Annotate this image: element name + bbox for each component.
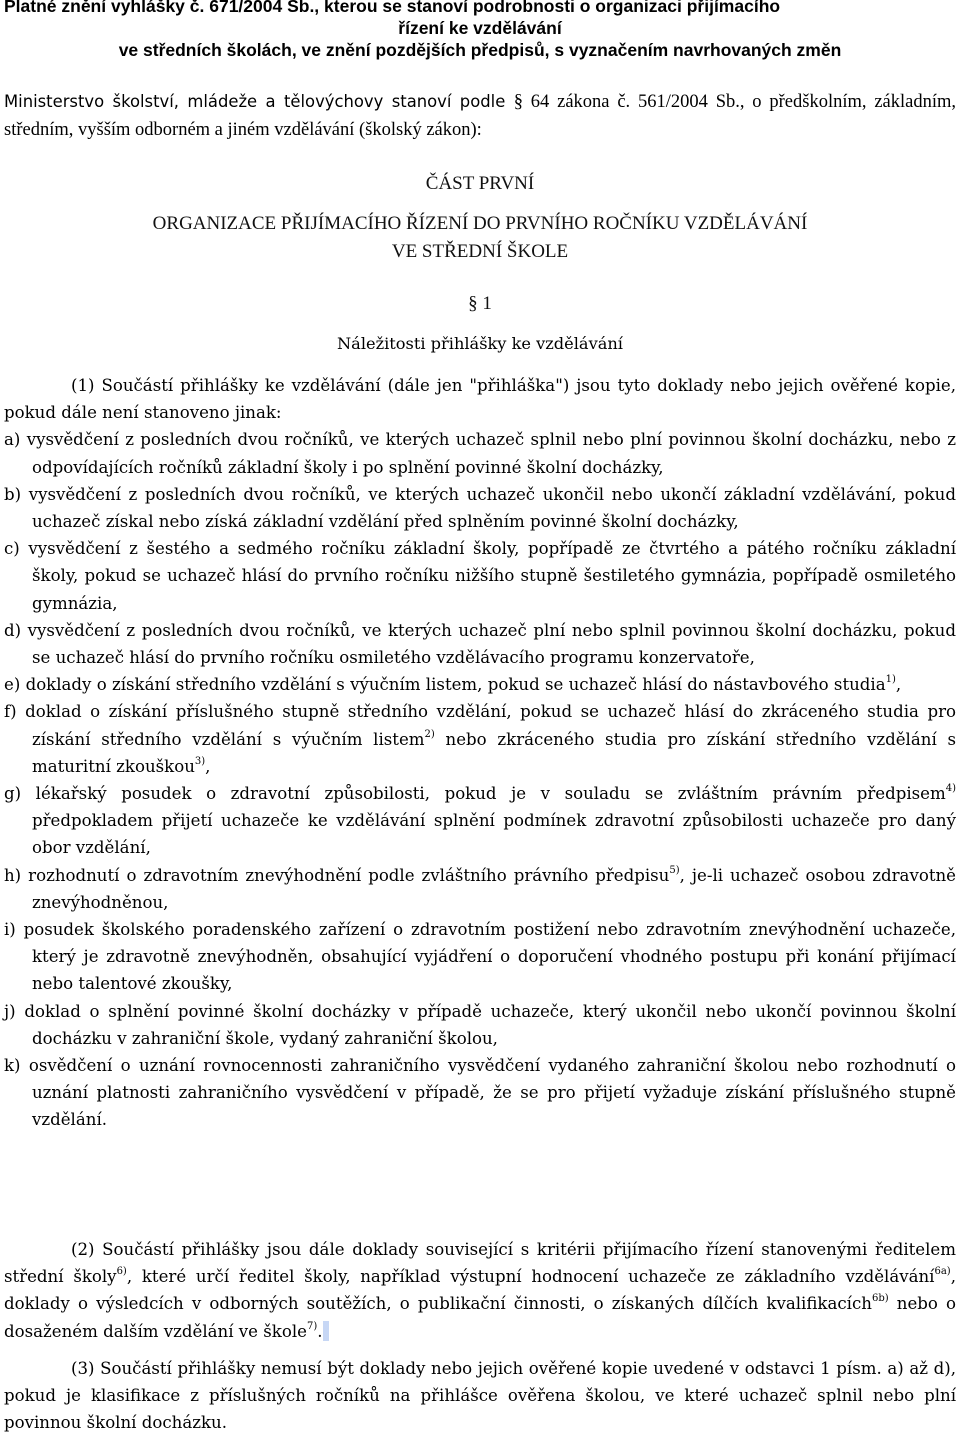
list-item-h [4,862,956,916]
footnote-ref-1: 1) [885,674,896,686]
list-item-k: k) osvědčení o uznání rovnocennosti zahraničního vysvědčení vydaného zahraniční školou nebo rozhodnutí o uznání platnosti zahraničního vysvědčení v případě, že se pro přijetí vyžaduje získání příslušného stupně vzdělání. [4,1056,956,1130]
list-item-i: i) posudek školského poradenského zařízení o zdravotním postižení nebo zdravotním znevýhodnění uchazeče, který je zdravotně znevýhodněn, obsahující vyjádření o doporučení vhodného postupu při konání přijímací nebo talentové zkoušky, [4,920,956,994]
list-item-h-text-1: h) rozhodnutí o zdravotním znevýhodnění podle zvláštního právního předpisu [4,865,670,885]
text-selection-cursor [323,1321,329,1341]
list-item-h-text-2: , je-li uchazeč osobou zdravotně znevýhodněnou, [32,865,956,912]
section-title-line-1: ORGANIZACE PŘIJÍMACÍHO ŘÍZENÍ DO PRVNÍHO ROČNÍKU VZDĚLÁVÁNÍ [152,213,808,234]
intro-law-reference: § 64 zákona č. 561/2004 Sb. [513,92,740,112]
list-item-g-text-2: předpokladem přijetí uchazeče ke vzdělávání splnění podmínek zdravotní způsobilosti uchazeče pro daný obor vzdělání, [32,811,956,858]
footnote-ref-5: 5) [669,864,680,876]
section-title-line-2: VE STŘEDNÍ ŠKOLE [391,241,569,262]
footnote-ref-7: 7) [306,1320,318,1332]
header-line-2: řízení ke vzdělávání [398,18,562,38]
paragraph-2 [4,1236,956,1345]
part-heading: ČÁST PRVNÍ [425,173,535,194]
paragraph-2-text-5: . [317,1321,323,1341]
header-line-3: ve středních školách, ve znění pozdějších předpisů, s vyznačením navrhovaných změn [118,40,842,60]
list-item-f-text-1: f) doklad o získání příslušného stupně středního vzdělání, pokud se uchazeč hlásí do zkráceného studia pro získání středního vzdělání s výučním listem [4,702,956,749]
list-item-e-text: e) doklady o získání středního vzdělání s výučním listem, pokud se uchazeč hlásí do nástavbového studia [4,675,886,695]
intro-paragraph [4,88,956,144]
paragraph-2-text-1: (2) Součástí přihlášky jsou dále doklady související s kritérii přijímacího řízení stanovenými ředitelem střední školy [4,1240,956,1287]
list-item-g-text-1: g) lékařský posudek o zdravotní způsobilosti, pokud je v souladu se zvláštním právním předpisem [4,784,946,804]
list-item-b: b) vysvědčení z posledních dvou ročníků, ve kterých uchazeč ukončil nebo ukončí základní vzdělávání, pokud uchazeč získal nebo získá základní vzdělání před splněním povinné školní docházky, [4,484,956,532]
footnote-ref-6a: 6a) [934,1266,951,1278]
list-item-e [4,671,956,698]
list-item-e-end: , [895,675,902,695]
list-item-j: j) doklad o splnění povinné školní docházky v případě uchazeče, který ukončil nebo ukončí povinnou školní docházku v zahraniční škole, vydaný zahraniční školou, [4,1001,956,1048]
footnote-ref-6b: 6b) [871,1293,889,1305]
list-item-f-text-2: nebo zkráceného studia pro získání středního vzdělání s maturitní zkouškou [32,729,957,776]
intro-text-a: Ministerstvo školství, mládeže a tělovýchovy stanoví podle [4,92,506,111]
paragraph-name: Náležitosti přihlášky ke vzdělávání [337,334,623,353]
paragraph-3: (3) Součástí přihlášky nemusí být doklady nebo jejich ověřené kopie uvedené v odstavci 1 písm. a) až d), pokud je klasifikace z příslušných ročníků na přihlášce ověřena školou, ve které uchazeč splnil nebo plní povinnou školní docházku. [4,1359,956,1433]
paragraph-2-text-4: nebo o dosaženém dalším vzdělání ve škole [4,1294,956,1341]
footnote-ref-4: 4) [945,783,956,795]
paragraph-1 [4,372,956,1134]
paragraph-2-text-2: , které určí ředitel školy, například výstupní hodnocení uchazeče ze základního vzdělávání [126,1267,935,1287]
paragraph-1-lead: (1) Součástí přihlášky ke vzdělávání (dále jen "přihláška") jsou tyto doklady nebo jejich ověřené kopie, pokud dále není stanoveno jinak: [4,376,956,423]
paragraph-2-text-3: , doklady o výsledcích v odborných soutěžích, o publikační činnosti, o získaných dílčích kvalifikacích [4,1267,956,1314]
intro-text-c: , o předškolním, základním, středním, vyšším odborném a jiném vzdělávání (školský zákon): [4,92,956,140]
list-item-f-end: , [205,756,211,776]
footnote-ref-3: 3) [194,755,206,767]
list-item-f [4,698,956,780]
header-line-1: Platné znění vyhlášky č. 671/2004 Sb., kterou se stanoví podrobnosti o organizaci přijímacího [4,0,781,16]
footnote-ref-2: 2) [424,728,435,740]
list-item-d: d) vysvědčení z posledních dvou ročníků, ve kterých uchazeč plní nebo splnil povinnou školní docházku, pokud se uchazeč hlásí do prvního ročníku osmiletého vzdělávacího programu konzervatoře, [4,620,956,668]
footnote-ref-6: 6) [116,1266,127,1278]
list-item-g [4,780,956,862]
list-item-a: a) vysvědčení z posledních dvou ročníků, ve kterých uchazeč splnil nebo plní povinnou školní docházku, nebo z odpovídajících ročníků základní školy i po splnění povinné školní docházky, [4,430,956,477]
list-item-c: c) vysvědčení z šestého a sedmého ročníku základní školy, popřípadě ze čtvrtého a pátého ročníku základní školy, pokud se uchazeč hlásí do prvního ročníku nižšího stupně šestiletého gymnázia, popřípadě osmiletého gymnázia, [4,539,956,613]
paragraph-sign: § 1 [468,293,492,314]
